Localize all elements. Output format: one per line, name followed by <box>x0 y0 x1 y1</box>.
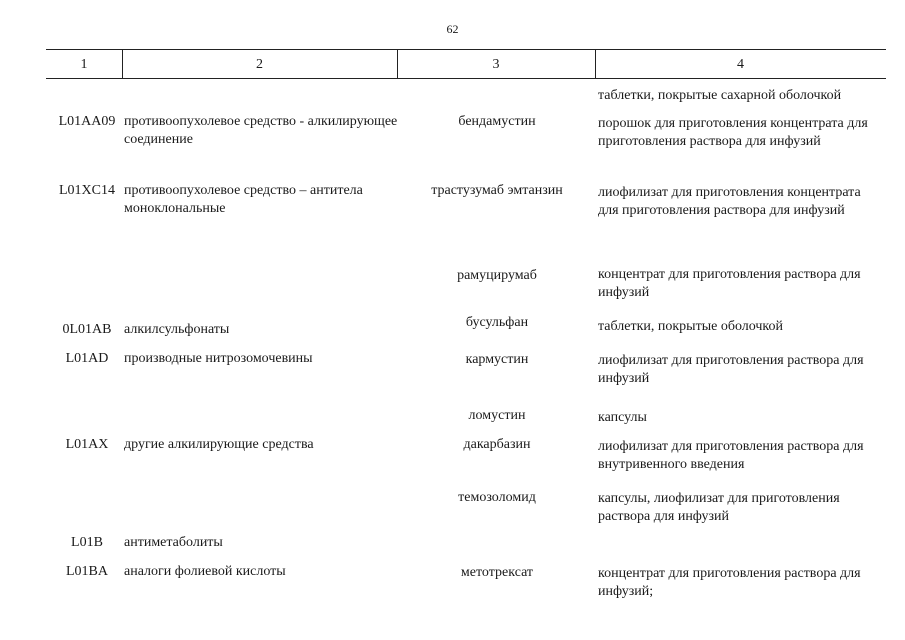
table-cell-code: L01XC14 <box>59 183 115 198</box>
table-cell-form: концентрат для приготовления раствора для инфузий <box>598 267 861 300</box>
page-number: 62 <box>446 22 459 36</box>
column-header-4: 4 <box>737 57 744 72</box>
table-cell-drug: бусульфан <box>465 315 529 330</box>
table-cell-description: алкилсульфонаты <box>124 322 230 337</box>
table-cell-code: L01AA09 <box>58 114 116 129</box>
table-cell-description: противоопухолевое средство – антитела моноклональные <box>124 183 363 216</box>
column-header-1: 1 <box>80 57 88 72</box>
table-cell-description: другие алкилирующие средства <box>124 437 314 452</box>
column-header-3: 3 <box>492 57 500 72</box>
table-cell-drug: метотрексат <box>460 565 534 580</box>
table-cell-form: порошок для приготовления концентрата для приготовления раствора для инфузий <box>598 116 868 149</box>
table-cell-drug: рамуцирумаб <box>457 268 537 283</box>
table-cell-form: капсулы, лиофилизат для приготовления раствора для инфузий <box>598 491 840 524</box>
table-cell-description: производные нитрозомочевины <box>124 351 313 366</box>
table-cell-code: L01B <box>71 535 103 550</box>
table-cell-drug: ломустин <box>468 408 526 423</box>
table-cell-drug: дакарбазин <box>463 437 531 452</box>
table-cell-code: L01AX <box>65 437 109 452</box>
table-header-top-rule <box>46 49 886 50</box>
table-cell-drug: бендамустин <box>458 114 536 129</box>
table-cell-description: антиметаболиты <box>124 535 223 550</box>
table-cell-form: капсулы <box>598 410 647 425</box>
table-cell-form: таблетки, покрытые оболочкой <box>598 319 784 334</box>
table-cell-code: L01AD <box>65 351 109 366</box>
table-cell-description: аналоги фолиевой кислоты <box>124 564 286 579</box>
table-cell-form: лиофилизат для приготовления концентрата для приготовления раствора для инфузий <box>598 185 861 218</box>
column-header-2: 2 <box>256 57 263 72</box>
table-cell-code: L01BA <box>66 564 108 579</box>
table-cell-form: таблетки, покрытые сахарной оболочкой <box>598 88 842 103</box>
table-cell-description: противоопухолевое средство - алкилирующее соединение <box>124 114 398 147</box>
table-cell-drug: трастузумаб эмтанзин <box>431 183 563 198</box>
table-header-bottom-rule <box>46 78 886 79</box>
table-cell-drug: кармустин <box>465 352 529 367</box>
table-cell-code: 0L01AB <box>62 322 112 337</box>
table-cell-drug: темозоломид <box>458 490 536 505</box>
table-cell-form: концентрат для приготовления раствора для инфузий; <box>598 566 861 599</box>
table-cell-form: лиофилизат для приготовления раствора для внутривенного введения <box>598 439 864 472</box>
table-cell-form: лиофилизат для приготовления раствора для инфузий <box>598 353 864 386</box>
